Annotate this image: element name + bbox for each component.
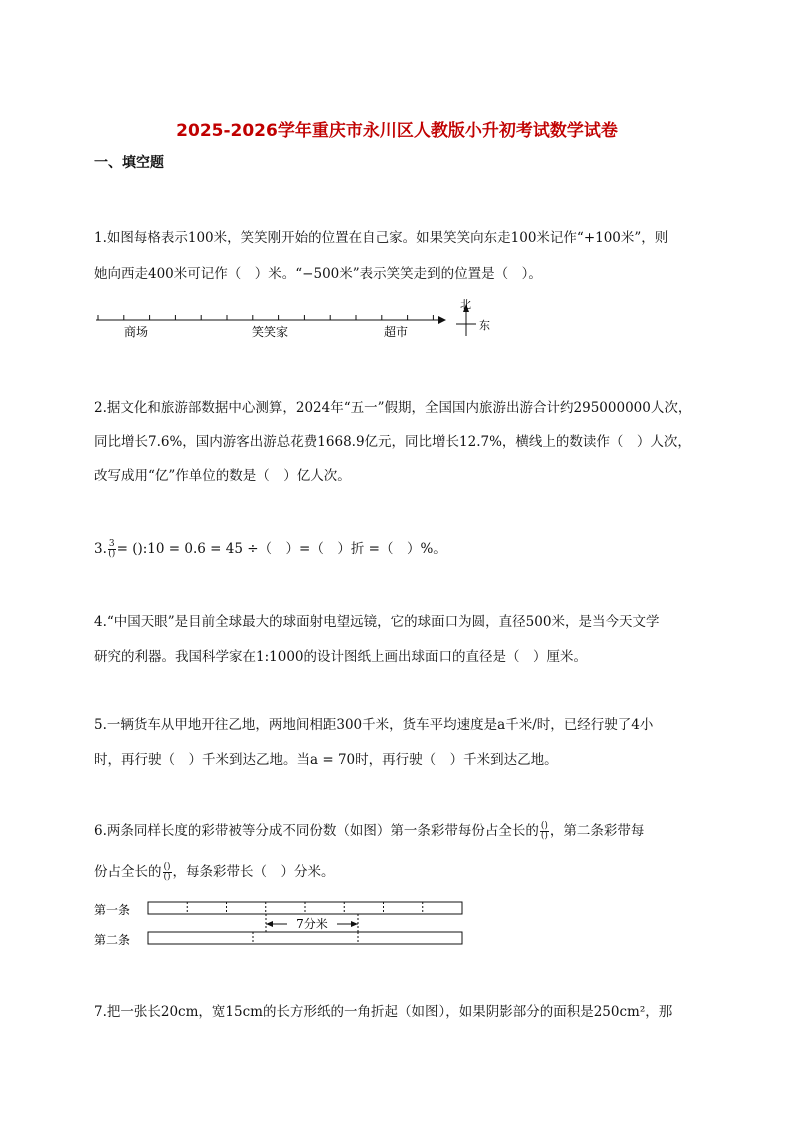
compass-east-label: 东: [479, 319, 490, 332]
q2-line2: 同比增长7.6%，国内游客出游总花费1668.9亿元，同比增长12.7%，横线上的数读作（ ）人次，: [94, 434, 691, 450]
label-second-ribbon: 第二条: [94, 933, 131, 947]
label-mall: 商场: [123, 325, 149, 339]
q6-ribbon-figure: [90, 896, 480, 952]
first-ribbon-dividers: [187, 902, 423, 914]
q2-line3: 改写成用“亿”作单位的数是（ ）亿人次。: [94, 468, 351, 484]
number-line-arrow: [438, 316, 446, 324]
q3-fraction-numerator: 3: [108, 539, 115, 549]
q6-text-a: 6.两条同样长度的彩带被等分成不同份数（如图）第一条彩带每份占全长的: [94, 823, 539, 839]
q6-fraction-2: [163, 863, 172, 882]
q6-fraction-1-denominator: (): [540, 831, 548, 841]
second-ribbon-dividers: [253, 932, 358, 944]
section-heading: 一、填空题: [94, 155, 164, 171]
q6-text-d: ，每条彩带长（ ）分米。: [172, 864, 335, 880]
q2-line1: 2.据文化和旅游部数据中心测算，2024年“五一”假期，全国国内旅游出游合计约295000000人次，: [94, 400, 692, 416]
q7-line1: 7.把一张长20cm，宽15cm的长方形纸的一角折起（如图），如果阴影部分的面积是250cm²，那: [94, 1004, 673, 1020]
number-line-ticks: [98, 315, 433, 320]
q6-text-b: ，第二条彩带每: [549, 823, 645, 839]
q1-line1: 1.如图每格表示100米，笑笑刚开始的位置在自己家。如果笑笑向东走100米记作“+100米”，则: [94, 230, 669, 246]
q3-line: [94, 537, 447, 559]
q6-line1: [94, 819, 644, 841]
label-supermarket: 超市: [383, 325, 409, 339]
q6-fraction-2-numerator: (): [163, 862, 171, 872]
label-first-ribbon: 第一条: [94, 903, 131, 917]
q4-line2: 研究的利器。我国科学家在1:1000的设计图纸上画出球面口的直径是（ ）厘米。: [94, 649, 587, 665]
q3-fraction-denominator: (): [108, 549, 116, 559]
q3-fraction: [108, 540, 116, 559]
q6-text-c: 份占全长的: [94, 864, 162, 880]
q6-fraction-1: [540, 822, 549, 841]
q1-number-line-figure: [90, 296, 510, 344]
q3-number: 3.: [94, 541, 107, 557]
q5-line1: 5.一辆货车从甲地开往乙地，两地间相距300千米，货车平均速度是a千米/时，已经行驶了4小: [94, 717, 654, 733]
label-home: 笑笑家: [251, 325, 289, 339]
q1-line2: 她向西走400米可记作（ ）米。“−500米”表示笑笑走到的位置是（ ）。: [94, 266, 542, 282]
measure-arrow-left: [266, 921, 273, 927]
q4-line1: 4.“中国天眼”是目前全球最大的球面射电望远镜，它的球面口为圆，直径500米，是当今天文学: [94, 614, 660, 630]
q3-equation: = ():10 = 0.6 = 45 ÷（ ）=（ ）折 =（ ）%。: [116, 541, 447, 557]
exam-title: 2025-2026学年重庆市永川区人教版小升初考试数学试卷: [176, 121, 618, 141]
compass-north-label: 北: [460, 298, 471, 311]
measure-label: 7分米: [296, 917, 328, 931]
measure-arrow-right: [351, 921, 358, 927]
second-ribbon: [148, 932, 462, 944]
q6-fraction-1-numerator: (): [540, 821, 548, 831]
q6-line2: [94, 860, 335, 882]
q6-fraction-2-denominator: (): [163, 872, 171, 882]
q5-line2: 时，再行驶（ ）千米到达乙地。当a = 70时，再行驶（ ）千米到达乙地。: [94, 752, 558, 768]
